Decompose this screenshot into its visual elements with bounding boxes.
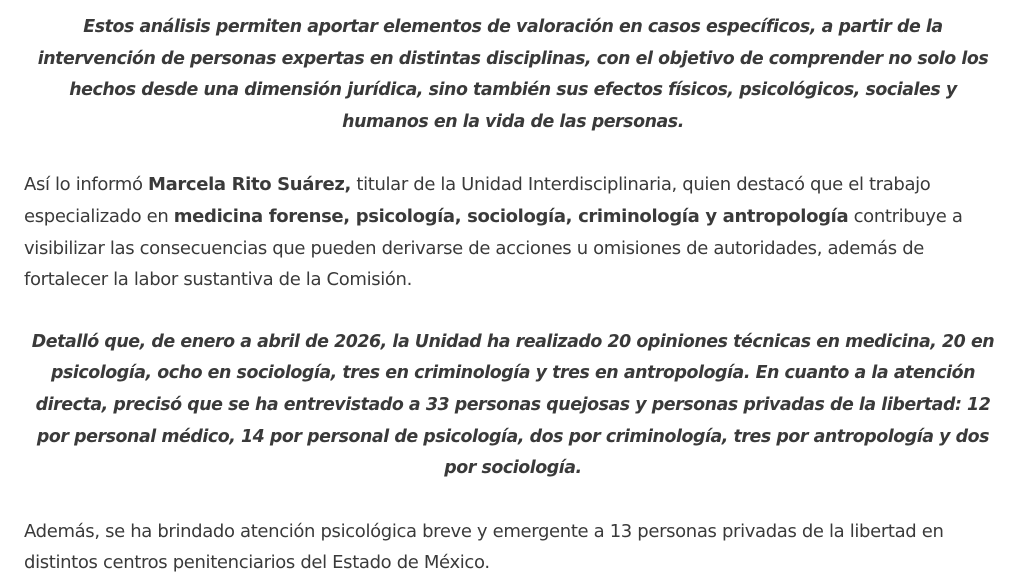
attention-paragraph: Además, se ha brindado atención psicológica breve y emergente a 13 personas privadas de la libertad en distintos centros penitenciarios del Estado de México.: [24, 520, 944, 574]
statement-paragraph: [24, 169, 1002, 295]
statement-text-middle: titular de la Unidad Interdisciplinaria, quien destacó que el trabajo especializado en: [24, 174, 931, 227]
disciplines-list: medicina forense, psicología, sociología, criminología y antropología: [173, 205, 849, 227]
statement-text-start: Así lo informó: [24, 174, 149, 196]
official-name: Marcela Rito Suárez,: [148, 174, 352, 196]
statistics-paragraph: Detalló que, de enero a abril de 2026, la Unidad ha realizado 20 opiniones técnicas en medicina, 20 en psicología, ocho en sociología, tres en criminología y tres en antropología. En cuanto a la atención directa, precisó que se ha entrevistado a 33 personas quejosas y personas privadas de la libertad: 12 por personal médico, 14 por personal de psicología, dos por criminología, tres por antropología y dos por sociología.: [31, 331, 995, 479]
statement-text-end: contribuye a visibilizar las consecuencias que pueden derivarse de acciones u omisiones de autoridades, además de fortalecer la labor sustantiva de la Comisión.: [24, 205, 963, 291]
intro-paragraph: Estos análisis permiten aportar elementos de valoración en casos específicos, a partir de la intervención de personas expertas en distintas disciplinas, con el objetivo de comprender no solo los hechos desde una dimensión jurídica, sino también sus efectos físicos, psicológicos, sociales y humanos en la vida de las personas.: [37, 17, 989, 132]
